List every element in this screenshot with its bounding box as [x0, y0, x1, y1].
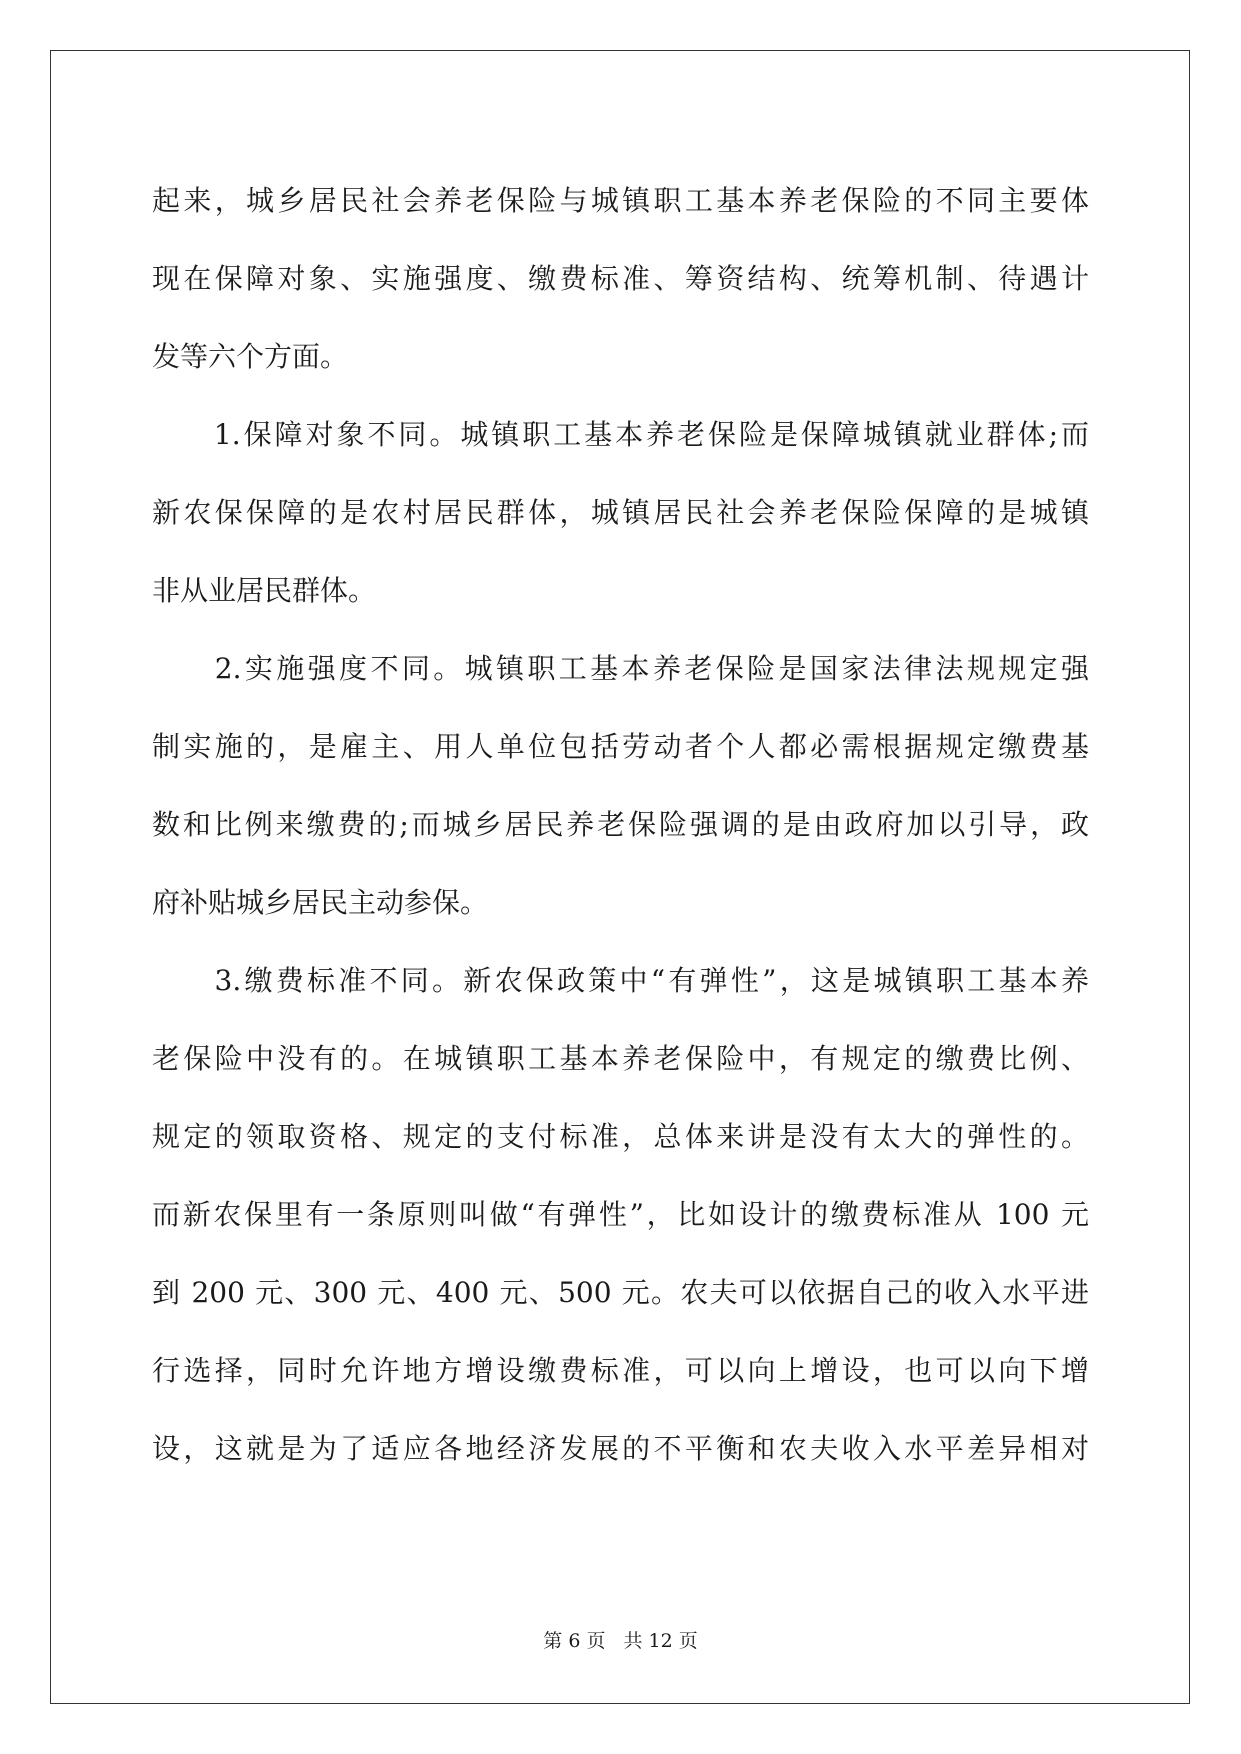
text-line: 行选择，同时允许地方增设缴费标准，可以向上增设，也可以向下增 [152, 1354, 1089, 1387]
text-line: 起来，城乡居民社会养老保险与城镇职工基本养老保险的不同主要体 [152, 184, 1089, 217]
text-line: 发等六个方面。 [152, 340, 349, 373]
text-line: 到 200 元、300 元、400 元、500 元。农夫可以依据自己的收入水平进 [152, 1276, 1089, 1309]
document-body [152, 162, 1089, 1488]
text-line: 府补贴城乡居民主动参保。 [152, 886, 489, 919]
page-number: 第 6 页 [543, 1630, 606, 1652]
text-line: 老保险中没有的。在城镇职工基本养老保险中，有规定的缴费比例、 [152, 1042, 1089, 1075]
page-footer [0, 1626, 1241, 1653]
text-line: 3.缴费标准不同。新农保政策中“有弹性”，这是城镇职工基本养 [152, 964, 1089, 997]
text-line: 制实施的，是雇主、用人单位包括劳动者个人都必需根据规定缴费基 [152, 730, 1089, 763]
text-line: 而新农保里有一条原则叫做“有弹性”，比如设计的缴费标准从 100 元 [152, 1198, 1089, 1231]
text-line: 设，这就是为了适应各地经济发展的不平衡和农夫收入水平差异相对 [152, 1432, 1089, 1465]
text-line: 2.实施强度不同。城镇职工基本养老保险是国家法律法规规定强 [152, 652, 1089, 685]
page-total: 共 12 页 [623, 1630, 698, 1652]
text-line: 规定的领取资格、规定的支付标准，总体来讲是没有太大的弹性的。 [152, 1120, 1089, 1153]
text-line: 1.保障对象不同。城镇职工基本养老保险是保障城镇就业群体;而 [152, 418, 1089, 451]
text-line: 新农保保障的是农村居民群体，城镇居民社会养老保险保障的是城镇 [152, 496, 1089, 529]
text-line: 数和比例来缴费的;而城乡居民养老保险强调的是由政府加以引导，政 [152, 808, 1089, 841]
text-line: 非从业居民群体。 [152, 574, 377, 607]
text-line: 现在保障对象、实施强度、缴费标准、筹资结构、统筹机制、待遇计 [152, 262, 1089, 295]
